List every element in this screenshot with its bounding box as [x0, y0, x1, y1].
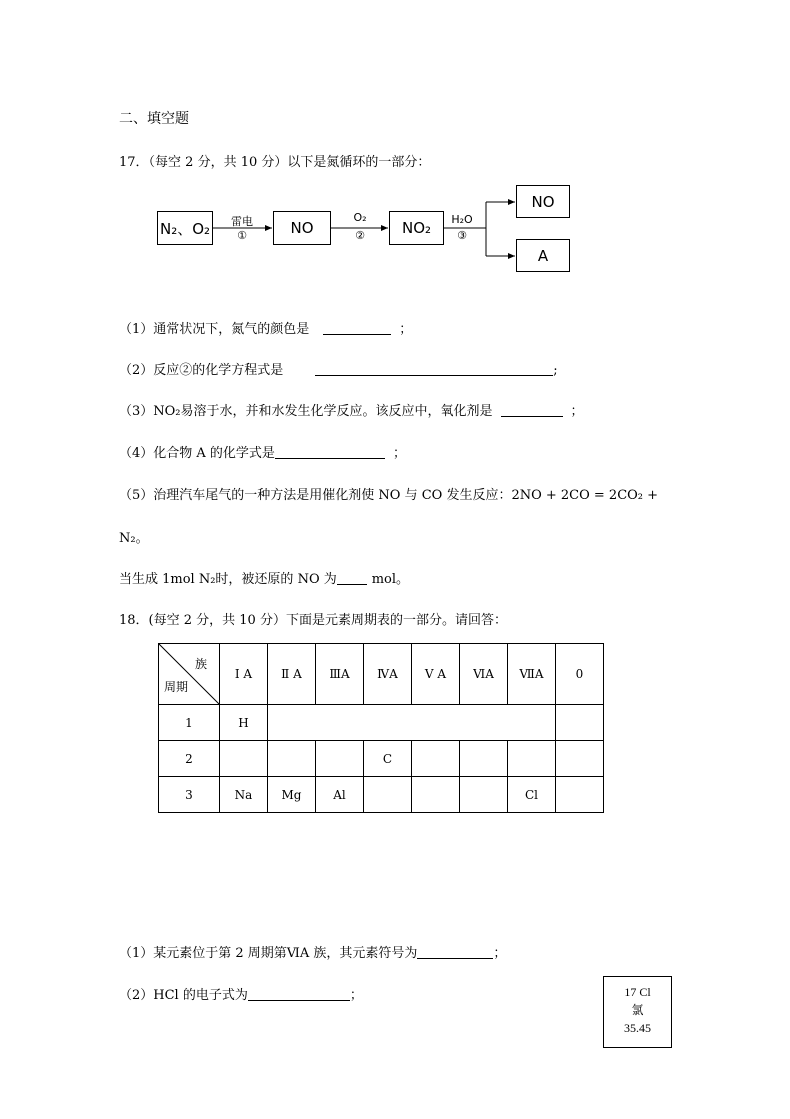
arrow3-bottom-label: ③ [457, 229, 467, 242]
q17-sub4-blank[interactable] [275, 445, 385, 459]
table-cell [364, 777, 412, 813]
q17-sub1-end: ； [399, 322, 413, 337]
q18-sub2 [119, 984, 363, 1003]
table-cell [412, 777, 460, 813]
table-row [159, 705, 604, 741]
box-n2-o2: N₂、O₂ [157, 211, 213, 245]
table-cell [556, 741, 604, 777]
table-row [159, 777, 604, 813]
table-header-cell: Ⅱ A [268, 644, 316, 705]
q18-sub1 [119, 942, 506, 961]
table-cell [412, 741, 460, 777]
table-cell [556, 705, 604, 741]
q17-sub3 [119, 400, 584, 419]
q17-sub5-cont: N₂。 [119, 531, 149, 546]
q18-sub1-text: （1）某元素位于第 2 周期第ⅥA 族，其元素符号为 [119, 946, 418, 961]
table-header-cell: 0 [556, 644, 604, 705]
q18-sub2-text: （2）HCl 的电子式为 [119, 988, 248, 1003]
corner-period-label: 周期 [164, 680, 189, 694]
table-cell: H [220, 705, 268, 741]
q18-stem: 18．(每空 2 分，共 10 分）下面是元素周期表的一部分。请回答： [119, 613, 507, 628]
arrow3-top-label: H₂O [451, 213, 473, 226]
arrow1-top-label: 雷电 [231, 215, 253, 228]
element-number-symbol: 17 Cl [624, 985, 651, 999]
arrow1-bottom-label: ① [237, 229, 247, 242]
table-period-cell: 2 [159, 741, 220, 777]
periodic-table [158, 643, 604, 813]
q17-sub1 [119, 318, 412, 337]
table-cell: Na [220, 777, 268, 813]
q18-sub2-blank[interactable] [248, 987, 350, 1001]
table-header-cell: Ⅴ A [412, 644, 460, 705]
table-cell [556, 777, 604, 813]
table-row [159, 741, 604, 777]
table-period-cell: 1 [159, 705, 220, 741]
table-header-cell: ⅥA [460, 644, 508, 705]
box-branch-no: NO [516, 185, 570, 218]
table-period-cell: 3 [159, 777, 220, 813]
q17-sub5-question [119, 568, 409, 587]
arrow2-bottom-label: ② [355, 229, 365, 242]
q17-sub3-text: （3）NO₂易溶于水，并和水发生化学反应。该反应中，氧化剂是 [119, 404, 493, 419]
q17-sub2-blank[interactable] [315, 362, 553, 376]
q17-sub2-text: （2）反应②的化学方程式是 [119, 363, 284, 378]
corner-diagonal [159, 644, 219, 704]
table-cell: Al [316, 777, 364, 813]
q17-sub5-blank[interactable] [337, 571, 367, 585]
element-name: 氯 [631, 1003, 644, 1017]
table-cell [268, 741, 316, 777]
q17-sub5-q-before: 当生成 1mol N₂时，被还原的 NO 为 [119, 572, 337, 587]
q18-sub1-blank[interactable] [417, 945, 493, 959]
q17-sub3-blank[interactable] [501, 403, 563, 417]
element-card-chlorine [603, 976, 672, 1048]
table-cell: Mg [268, 777, 316, 813]
table-cell [508, 741, 556, 777]
q18-sub1-end: ； [493, 946, 507, 961]
table-cell: C [364, 741, 412, 777]
box-branch-a: A [516, 239, 570, 272]
q17-sub4 [119, 442, 406, 461]
table-corner-cell [159, 644, 220, 705]
q17-sub2-end: ; [553, 363, 558, 378]
table-header-cell: ⅣA [364, 644, 412, 705]
table-header-cell: ⅢA [316, 644, 364, 705]
q17-sub3-end: ； [570, 404, 584, 419]
table-header-row [159, 644, 604, 705]
box-no: NO [273, 211, 331, 245]
table-merged-cell [268, 705, 556, 741]
arrow2-top-label: O₂ [353, 211, 367, 224]
table-header-cell: ⅦA [508, 644, 556, 705]
table-cell [460, 741, 508, 777]
q18-sub2-end: ； [349, 988, 363, 1003]
q17-sub4-end: ； [392, 446, 406, 461]
corner-group-label: 族 [194, 657, 207, 671]
box-no2: NO₂ [389, 211, 444, 245]
q17-sub5: （5）治理汽车尾气的一种方法是用催化剂使 NO 与 CO 发生反应：2NO + 2CO = 2CO₂ + [119, 488, 659, 503]
q17-sub2 [119, 359, 558, 378]
element-mass: 35.45 [624, 1021, 651, 1035]
table-cell: Cl [508, 777, 556, 813]
diagram-arrows [0, 0, 790, 300]
table-header-cell: Ⅰ A [220, 644, 268, 705]
table-cell [316, 741, 364, 777]
table-cell [220, 741, 268, 777]
q17-stem: 17．（每空 2 分，共 10 分）以下是氮循环的一部分： [119, 155, 431, 170]
q17-sub1-blank[interactable] [323, 321, 391, 335]
section-title: 二、填空题 [119, 111, 189, 127]
q17-sub4-text: （4）化合物 A 的化学式是 [119, 446, 275, 461]
table-cell [460, 777, 508, 813]
q17-sub1-text: （1）通常状况下，氮气的颜色是 [119, 322, 310, 337]
q17-sub5-q-after: mol。 [371, 572, 410, 587]
